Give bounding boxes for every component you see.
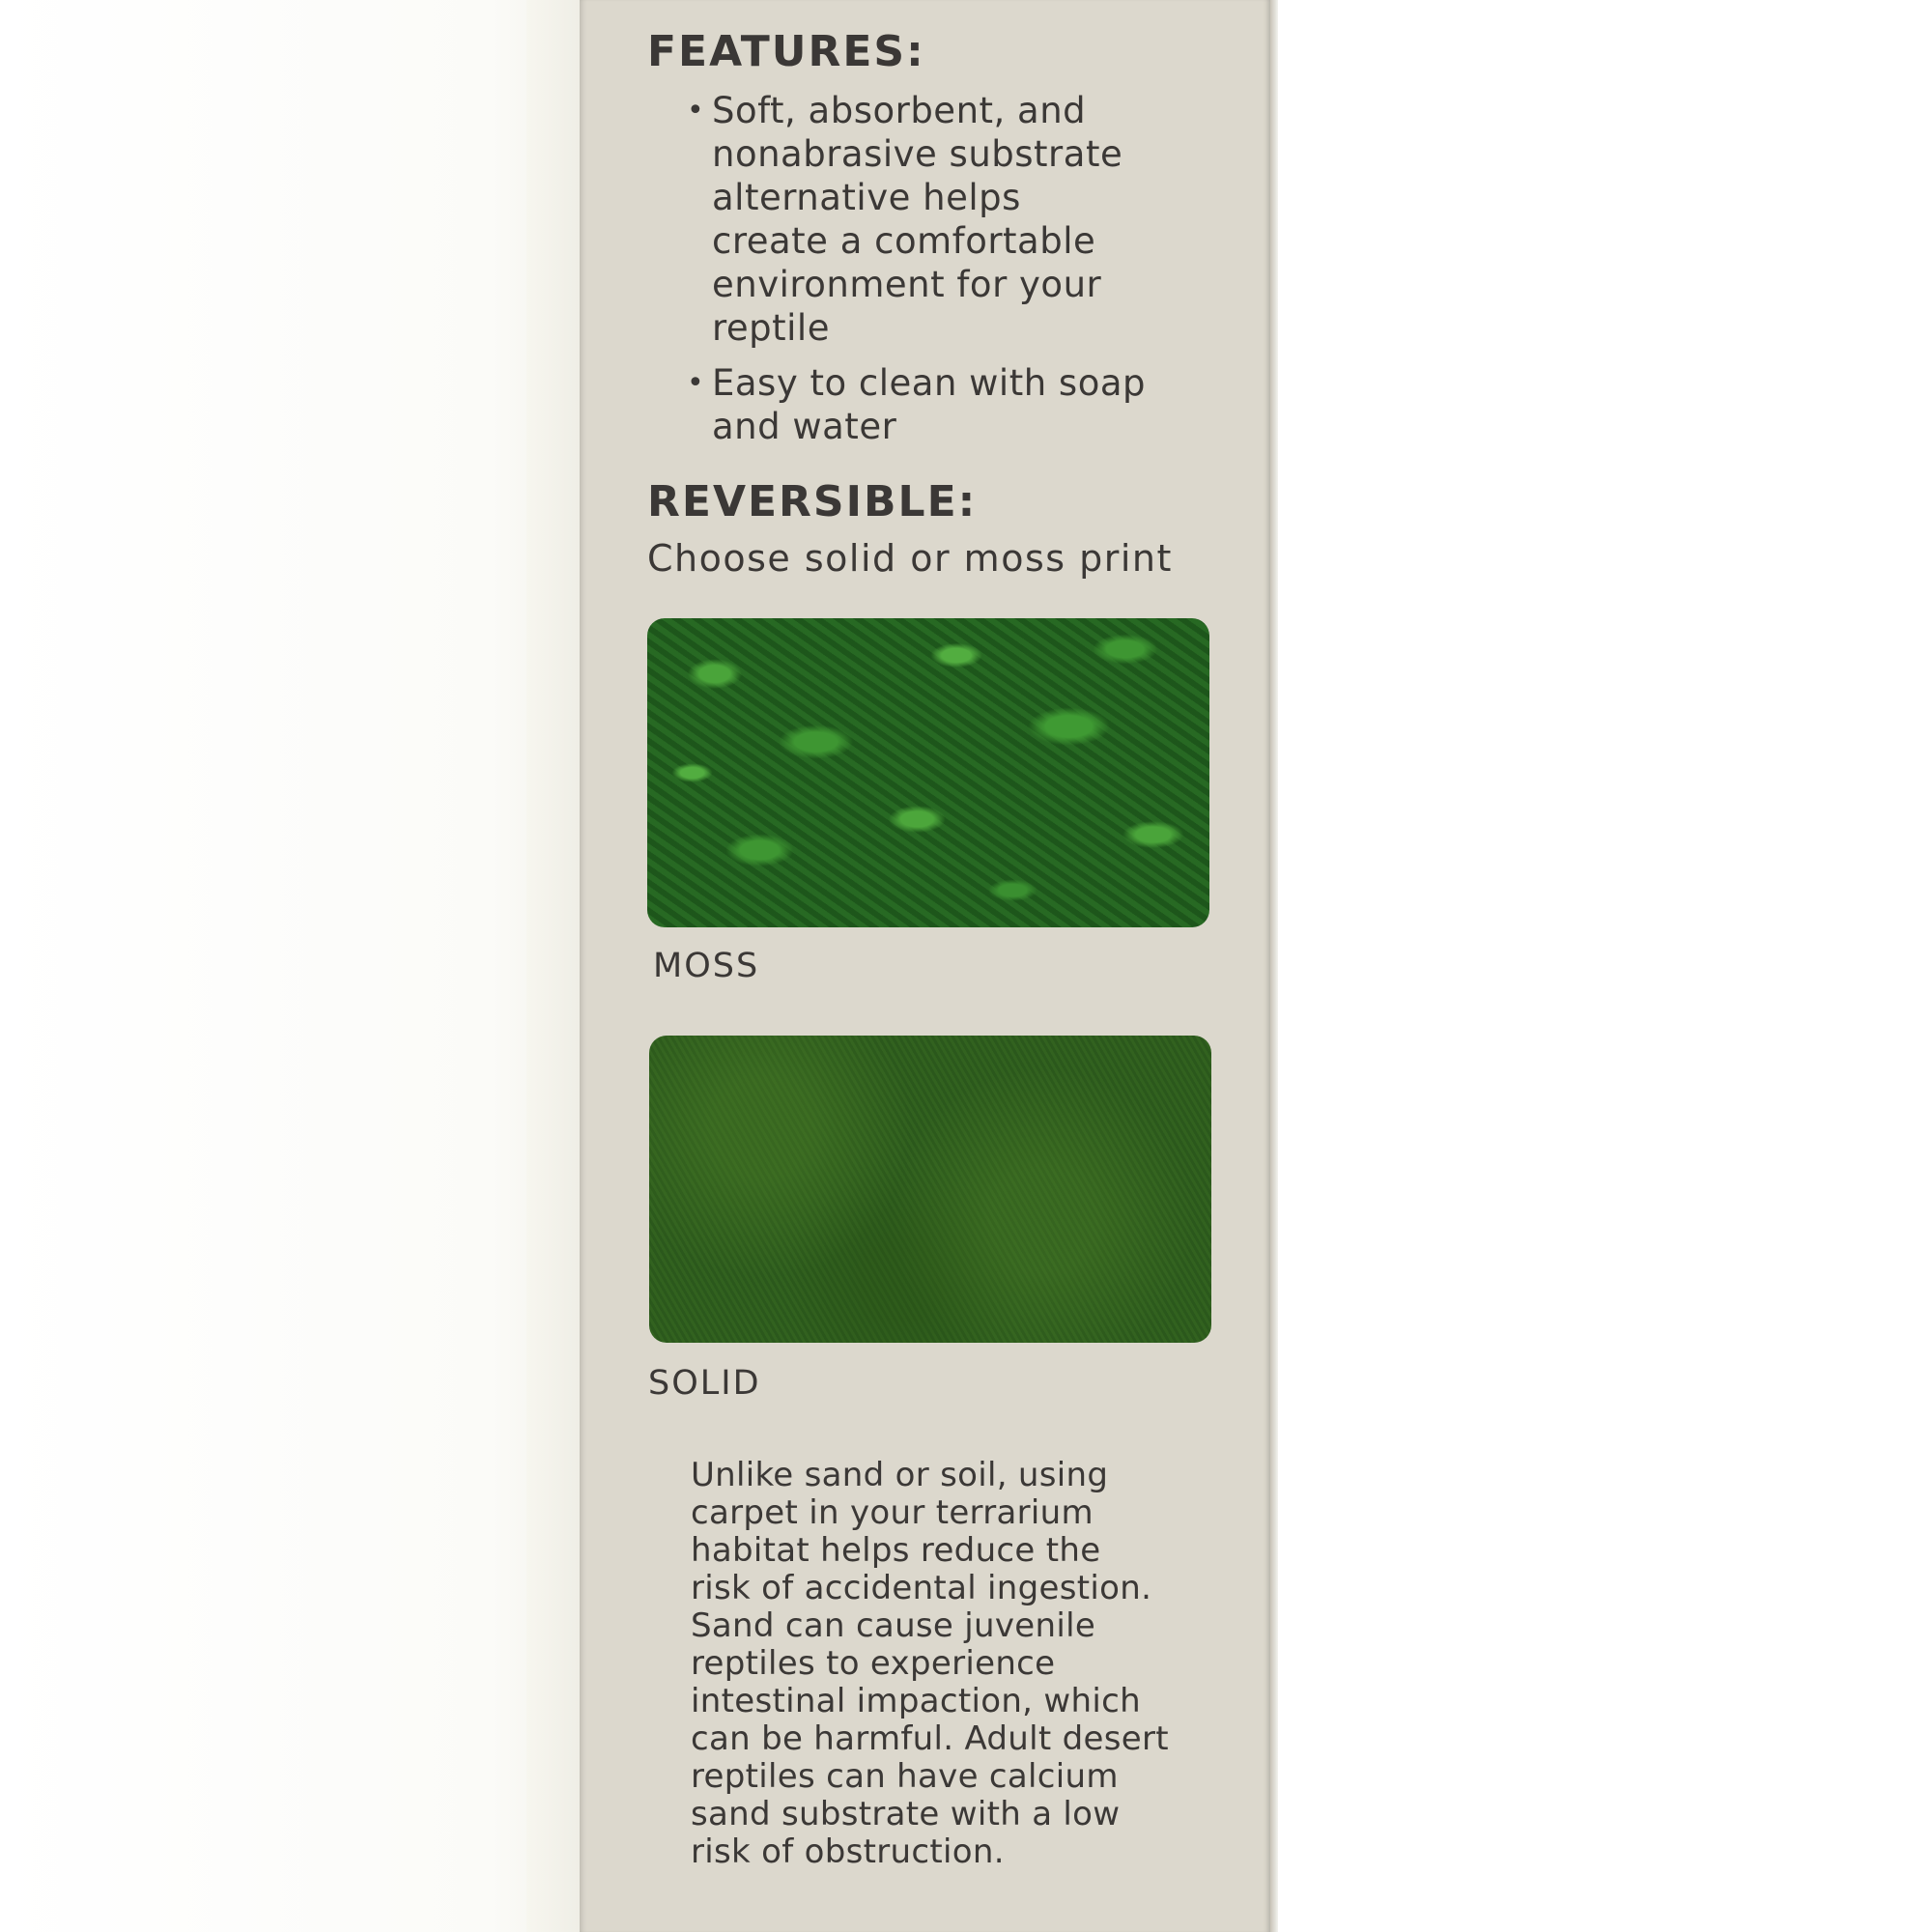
feature-item bbox=[681, 89, 1222, 350]
bullet-dot-icon: • bbox=[687, 366, 705, 400]
info-line: carpet in your terrarium bbox=[691, 1493, 1094, 1532]
feature-line: and water bbox=[712, 406, 897, 447]
info-line: Unlike sand or soil, using bbox=[691, 1456, 1109, 1494]
info-line: reptiles can have calcium bbox=[691, 1757, 1119, 1796]
feature-line: reptile bbox=[712, 307, 830, 349]
feature-line: create a comfortable bbox=[712, 220, 1096, 262]
feature-line: environment for your bbox=[712, 264, 1102, 305]
info-line: risk of obstruction. bbox=[691, 1833, 1005, 1871]
info-line: reptiles to experience bbox=[691, 1644, 1056, 1683]
background-left bbox=[0, 0, 578, 1932]
box-side-strip bbox=[526, 0, 580, 1932]
info-line: habitat helps reduce the bbox=[691, 1531, 1101, 1570]
feature-line: alternative helps bbox=[712, 177, 1021, 218]
feature-item bbox=[681, 361, 1222, 448]
moss-swatch bbox=[647, 618, 1209, 927]
reversible-heading: REVERSIBLE: bbox=[647, 477, 978, 526]
solid-label: SOLID bbox=[648, 1364, 761, 1403]
info-line: risk of accidental ingestion. bbox=[691, 1569, 1152, 1607]
features-heading: FEATURES: bbox=[647, 27, 925, 76]
moss-label: MOSS bbox=[653, 947, 760, 985]
features-list bbox=[681, 89, 1222, 460]
feature-line: Soft, absorbent, and bbox=[712, 90, 1087, 131]
info-line: intestinal impaction, which bbox=[691, 1682, 1141, 1720]
feature-line: nonabrasive substrate bbox=[712, 133, 1123, 175]
info-paragraph bbox=[691, 1457, 1193, 1871]
feature-line: Easy to clean with soap bbox=[712, 362, 1146, 404]
bullet-dot-icon: • bbox=[687, 94, 705, 128]
info-line: Sand can cause juvenile bbox=[691, 1606, 1096, 1645]
solid-swatch bbox=[649, 1036, 1211, 1343]
info-line: sand substrate with a low bbox=[691, 1795, 1121, 1833]
panel-edge bbox=[1270, 0, 1278, 1932]
info-line: can be harmful. Adult desert bbox=[691, 1719, 1169, 1758]
reversible-subheading: Choose solid or moss print bbox=[647, 537, 1173, 580]
